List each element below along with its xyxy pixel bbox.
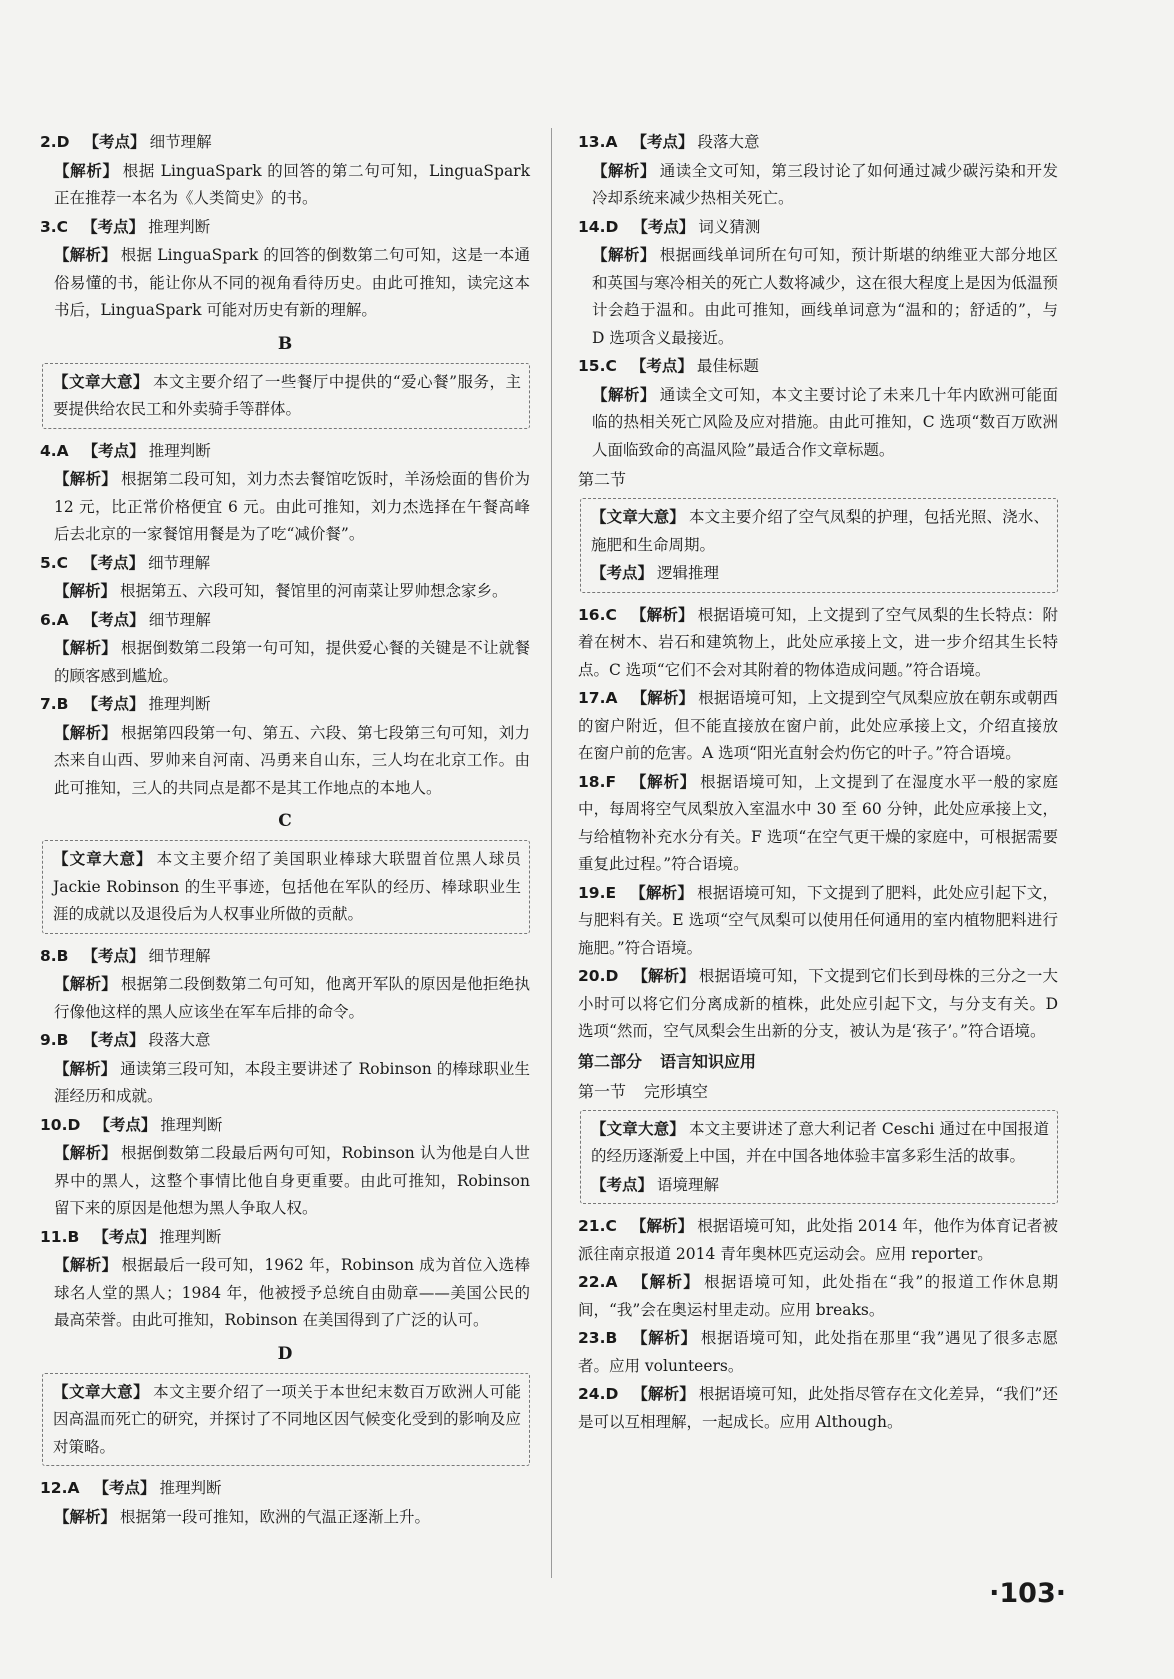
answer-line: [40, 690, 530, 719]
passage-summary-box: [42, 1373, 530, 1467]
question-number: 12.A: [40, 1479, 80, 1497]
passage-summary-box: [580, 498, 1058, 593]
analysis-text: 根据倒数第二段最后两句可知，Robinson 认为他是白人世界中的黑人，这整个事情比他自身更重要。由此可推知，Robinson 留下来的原因是他想为黑人争取人权。: [54, 1144, 530, 1217]
key-point-text: 段落大意: [697, 133, 760, 151]
analysis-text: 根据 LinguaSpark 的回答的倒数第二句可知，这是一本通俗易懂的书，能让你从不同的视角看待历史。由此可推知，读完这本书后，LinguaSpark 可能对历史有新的理解。: [54, 246, 530, 319]
analysis-text: 根据语境可知，下文提到它们长到母株的三分之一大小时可以将它们分离成新的植株，此处应引起下文，与分支有关。D 选项“然而，空气凤梨会生出新的分支，被认为是‘孩子’。”符合语境。: [578, 967, 1058, 1040]
analysis: [40, 577, 530, 606]
answer-item: [40, 1111, 530, 1223]
key-point-text: 细节理解: [148, 553, 211, 572]
answer-item: [578, 1268, 1058, 1324]
analysis-tag: 【解析】: [592, 160, 656, 180]
analysis-text: 根据语境可知，上文提到了在湿度水平一般的家庭中，每周将空气凤梨放入室温水中 30 至 60 分钟，此处应承接上文，与给植物补充水分有关。F 选项“在空气更干燥的家庭中，可根据需要重复此过程。”符合语境。: [578, 772, 1058, 873]
analysis-tag: 【解析】: [632, 966, 695, 985]
analysis-tag: 【解析】: [630, 771, 697, 791]
answer-item: [40, 690, 530, 802]
column-divider: [551, 128, 552, 1578]
question-number: 23.B: [578, 1329, 618, 1347]
answer-line: [40, 549, 530, 578]
passage-summary-box: [42, 840, 530, 934]
answer-item: [578, 768, 1058, 879]
answer-line: [578, 128, 1058, 157]
analysis: [578, 768, 1058, 879]
analysis-tag: 【解析】: [54, 974, 117, 993]
key-point-tag: 【考点】: [93, 1478, 156, 1497]
analysis: [578, 1212, 1058, 1268]
key-point-tag: 【考点】: [82, 440, 145, 460]
key-point-text: 段落大意: [148, 1031, 211, 1049]
question-number: 2.D: [40, 133, 70, 151]
analysis-tag: 【解析】: [592, 245, 656, 264]
answer-item: [578, 1212, 1058, 1268]
key-point-text: 推理判断: [160, 1115, 223, 1134]
analysis-tag: 【解析】: [631, 1328, 697, 1347]
answer-line: [40, 606, 530, 635]
answer-item: [40, 549, 530, 606]
question-number: 8.B: [40, 946, 69, 965]
summary-text: 本文主要介绍了一些餐厅中提供的“爱心餐”服务，主要提供给农民工和外卖骑手等群体。: [53, 372, 521, 418]
analysis-tag: 【解析】: [54, 722, 117, 742]
key-point-text: 细节理解: [149, 133, 212, 151]
question-number: 17.A: [578, 689, 618, 707]
analysis-text: 根据语境可知，此处指 2014 年，他作为体育记者被派往南京报道 2014 青年奥林匹克运动会。应用 reporter。: [578, 1217, 1058, 1263]
question-number: 15.C: [578, 357, 617, 375]
section-heading-text: 第二节: [578, 470, 627, 489]
key-point-text: 细节理解: [148, 946, 211, 965]
analysis-text: 根据语境可知，上文提到了空气凤梨的生长特点：附着在树木、岩石和建筑物上，此处应承接上文，进一步介绍其生长特点。C 选项“它们不会对其附着的物体造成问题。”符合语境。: [578, 605, 1058, 679]
question-number: 18.F: [578, 772, 617, 791]
analysis: [578, 1268, 1058, 1324]
analysis-tag: 【解析】: [631, 688, 695, 707]
section-heading-text: 第一节: [578, 1081, 627, 1101]
analysis-text: 通读第三段可知，本段主要讲述了 Robinson 的棒球职业生涯经历和成就。: [54, 1059, 530, 1105]
answer-line: [578, 352, 1058, 381]
analysis-text: 根据语境可知，上文提到空气凤梨应放在朝东或朝西的窗户附近，但不能直接放在窗户前，此处应承接上文，介绍直接放在窗户前的危害。A 选项“阳光直射会灼伤它的叶子。”符合语境。: [578, 689, 1058, 762]
analysis: [578, 1380, 1058, 1436]
analysis-tag: 【解析】: [54, 1143, 118, 1162]
analysis-tag: 【解析】: [54, 1058, 117, 1078]
analysis-tag: 【解析】: [592, 384, 656, 404]
answer-line: [40, 1111, 530, 1140]
key-point-tag: 【考点】: [93, 1226, 156, 1246]
analysis-text: 根据第一段可推知，欧洲的气温正逐渐上升。: [120, 1507, 431, 1526]
page-number: ·103·: [989, 1578, 1066, 1609]
answer-item: [578, 601, 1058, 685]
analysis-tag: 【解析】: [54, 638, 117, 657]
question-number: 6.A: [40, 610, 69, 629]
answer-item: [40, 942, 530, 1027]
answer-item: [40, 213, 530, 325]
key-point-tag: 【考点】: [82, 552, 145, 572]
key-point-text: 语境理解: [657, 1175, 720, 1194]
answer-item: [578, 684, 1058, 768]
passage-letter: D: [277, 1343, 293, 1364]
analysis: [578, 879, 1058, 963]
analysis-text: 根据第五、六段可知，餐馆里的河南菜让罗帅想念家乡。: [120, 582, 508, 600]
analysis-tag: 【解析】: [54, 1506, 117, 1526]
answer-line: [40, 437, 530, 466]
passage-summary-box: [42, 363, 530, 429]
answer-item: [578, 879, 1058, 963]
question-number: 16.C: [578, 605, 617, 624]
analysis-text: 通读全文可知，第三段讨论了如何通过减少碳污染和开发冷却系统来减少热相关死亡。: [592, 161, 1058, 207]
analysis-tag: 【解析】: [54, 245, 117, 264]
analysis-text: 根据第二段可知，刘力杰去餐馆吃饭时，羊汤烩面的售价为 12 元，比正常价格便宜 6 元。由此可推知，刘力杰选择在午餐高峰后去北京的一家餐馆用餐是为了吃“减价餐”。: [54, 470, 530, 543]
answer-item: [578, 962, 1058, 1046]
key-point-tag: 【考点】: [83, 132, 146, 151]
key-point-text: 推理判断: [148, 217, 211, 236]
analysis-tag: 【解析】: [630, 882, 694, 902]
analysis-tag: 【解析】: [630, 604, 694, 624]
left-column: [40, 128, 530, 1531]
analysis-text: 根据 LinguaSpark 的回答的第二句可知，LinguaSpark 正在推荐一本名为《人类简史》的书。: [54, 161, 530, 207]
answer-item: [578, 128, 1058, 213]
key-point-text: 细节理解: [148, 610, 211, 629]
key-point-tag: 【考点】: [82, 1030, 145, 1049]
analysis: [40, 1503, 530, 1532]
answer-item: [40, 128, 530, 213]
analysis: [40, 1055, 530, 1111]
key-point-tag: 【考点】: [82, 216, 145, 236]
answer-item: [578, 1324, 1058, 1380]
key-point-tag: 【考点】: [591, 563, 654, 582]
analysis: [578, 601, 1058, 685]
answer-line: [40, 128, 530, 157]
answer-item: [578, 352, 1058, 464]
analysis: [40, 634, 530, 690]
summary-text: 本文主要介绍了美国职业棒球大联盟首位黑人球员 Jackie Robinson 的生平事迹，包括他在军队的经历、棒球职业生涯的成就以及退役后为人权事业所做的贡献。: [53, 850, 521, 923]
key-point-tag: 【考点】: [632, 216, 695, 236]
key-point-tag: 【考点】: [82, 694, 145, 713]
question-number: 20.D: [578, 967, 619, 985]
answer-item: [40, 606, 530, 691]
answer-item: [40, 1026, 530, 1111]
passage-letter: C: [278, 811, 292, 831]
key-point-tag: 【考点】: [82, 945, 145, 965]
answer-item: [578, 1380, 1058, 1436]
analysis-tag: 【解析】: [54, 1255, 118, 1274]
analysis-text: 根据语境可知，下文提到了肥料，此处应引起下文，与肥料有关。E 选项“空气凤梨可以使用任何通用的室内植物肥料进行施肥。”符合语境。: [578, 883, 1058, 957]
answer-line: [40, 942, 530, 971]
analysis: [578, 1324, 1058, 1380]
summary-text: 本文主要介绍了一项关于本世纪末数百万欧洲人可能因高温而死亡的研究，并探讨了不同地区因气候变化受到的影响及应对策略。: [53, 1382, 521, 1456]
section-heading: [578, 1048, 1058, 1076]
question-number: 7.B: [40, 695, 69, 713]
question-number: 24.D: [578, 1385, 619, 1403]
answer-line: [578, 213, 1058, 242]
summary-tag: 【文章大意】: [53, 371, 149, 391]
key-point-tag: 【考点】: [630, 356, 693, 375]
section-heading-subtext: 语言知识应用: [660, 1051, 757, 1071]
analysis-tag: 【解析】: [54, 469, 117, 488]
analysis-tag: 【解析】: [630, 1216, 694, 1235]
answer-item: [40, 1223, 530, 1335]
key-point-text: 推理判断: [159, 1227, 222, 1246]
question-number: 13.A: [578, 133, 618, 151]
analysis-text: 根据画线单词所在句可知，预计斯堪的纳维亚大部分地区和英国与寒冷相关的死亡人数将减少，这在很大程度上是因为低温预计会趋于温和。由此可推知，画线单词意为“温和的；舒适的”，与 D 选项含义最接近。: [592, 246, 1058, 347]
analysis: [578, 241, 1058, 352]
section-heading: [578, 466, 1058, 494]
analysis: [578, 157, 1058, 213]
answer-line: [40, 1026, 530, 1055]
summary-tag: 【文章大意】: [591, 507, 685, 526]
right-column: [578, 128, 1058, 1436]
passage-letter: B: [277, 333, 293, 354]
key-point-tag: 【考点】: [82, 609, 145, 629]
key-point-text: 推理判断: [148, 695, 211, 713]
question-number: 4.A: [40, 441, 69, 460]
answer-item: [40, 1474, 530, 1531]
analysis-tag: 【解析】: [631, 1272, 701, 1291]
analysis-text: 根据第四段第一句、第五、六段、第七段第三句可知，刘力杰来自山西、罗帅来自河南、冯勇来自山东，三人均在北京工作。由此可推知，三人的共同点是都不是其工作地点的本地人。: [54, 723, 530, 797]
summary-tag: 【文章大意】: [591, 1118, 685, 1138]
analysis: [578, 962, 1058, 1046]
analysis: [40, 465, 530, 549]
question-number: 5.C: [40, 553, 69, 572]
analysis: [578, 381, 1058, 465]
answer-item: [578, 213, 1058, 353]
question-number: 9.B: [40, 1031, 69, 1049]
analysis-text: 根据语境可知，此处指在“我”的报道工作休息期间，“我”会在奥运村里走动。应用 breaks。: [578, 1273, 1058, 1319]
analysis-tag: 【解析】: [54, 160, 119, 180]
analysis: [578, 684, 1058, 768]
key-point-tag: 【考点】: [631, 132, 694, 151]
key-point-text: 词义猜测: [698, 217, 761, 236]
question-number: 3.C: [40, 217, 69, 236]
passage-summary-box: [580, 1110, 1058, 1205]
analysis: [40, 1251, 530, 1335]
analysis-tag: 【解析】: [54, 581, 117, 600]
key-point-tag: 【考点】: [591, 1174, 654, 1194]
analysis-text: 根据最后一段可知，1962 年，Robinson 成为首位入选棒球名人堂的黑人；1984 年，他被授予总统自由勋章——美国公民的最高荣誉。由此可推知，Robinson 在美国得到了广泛的认可。: [54, 1256, 530, 1329]
answer-line: [40, 213, 530, 242]
analysis: [40, 157, 530, 213]
question-number: 22.A: [578, 1273, 618, 1291]
answer-line: [40, 1223, 530, 1252]
question-number: 11.B: [40, 1227, 80, 1246]
analysis: [40, 241, 530, 325]
analysis: [40, 719, 530, 803]
section-heading: [578, 1078, 1058, 1106]
key-point-text: 最佳标题: [696, 357, 759, 375]
answer-item: [40, 437, 530, 549]
summary-tag: 【文章大意】: [53, 849, 153, 868]
question-number: 14.D: [578, 217, 619, 236]
key-point-tag: 【考点】: [94, 1114, 157, 1134]
key-point-text: 推理判断: [148, 441, 211, 460]
analysis: [40, 1139, 530, 1223]
question-number: 10.D: [40, 1115, 81, 1134]
summary-text: 本文主要讲述了意大利记者 Ceschi 通过在中国报道的经历逐渐爱上中国，并在中国各地体验丰富多彩生活的故事。: [591, 1119, 1049, 1165]
analysis-tag: 【解析】: [632, 1384, 695, 1403]
analysis-text: 通读全文可知，本文主要讨论了未来几十年内欧洲可能面临的热相关死亡风险及应对措施。由此可推知，C 选项“数百万欧洲人面临致命的高温风险”最适合作文章标题。: [592, 385, 1058, 459]
analysis: [40, 970, 530, 1026]
section-heading-subtext: 完形填空: [644, 1081, 709, 1101]
key-point-text: 推理判断: [159, 1479, 222, 1497]
section-heading-text: 第二部分: [578, 1051, 643, 1071]
analysis-text: 根据语境可知，此处指在那里“我”遇见了很多志愿者。应用 volunteers。: [578, 1329, 1058, 1375]
key-point-text: 逻辑推理: [657, 564, 720, 582]
question-number: 19.E: [578, 883, 617, 902]
summary-text: 本文主要介绍了空气凤梨的护理，包括光照、浇水、施肥和生命周期。: [591, 508, 1049, 554]
analysis-text: 根据第二段倒数第二句可知，他离开军队的原因是他拒绝执行像他这样的黑人应该坐在军车后排的命令。: [54, 975, 530, 1021]
analysis-text: 根据语境可知，此处指尽管存在文化差异，“我们”还是可以互相理解，一起成长。应用 Although。: [578, 1385, 1058, 1431]
answer-line: [40, 1474, 530, 1503]
analysis-text: 根据倒数第二段第一句可知，提供爱心餐的关键是不让就餐的顾客感到尴尬。: [54, 639, 530, 685]
question-number: 21.C: [578, 1217, 617, 1235]
summary-tag: 【文章大意】: [53, 1381, 150, 1401]
